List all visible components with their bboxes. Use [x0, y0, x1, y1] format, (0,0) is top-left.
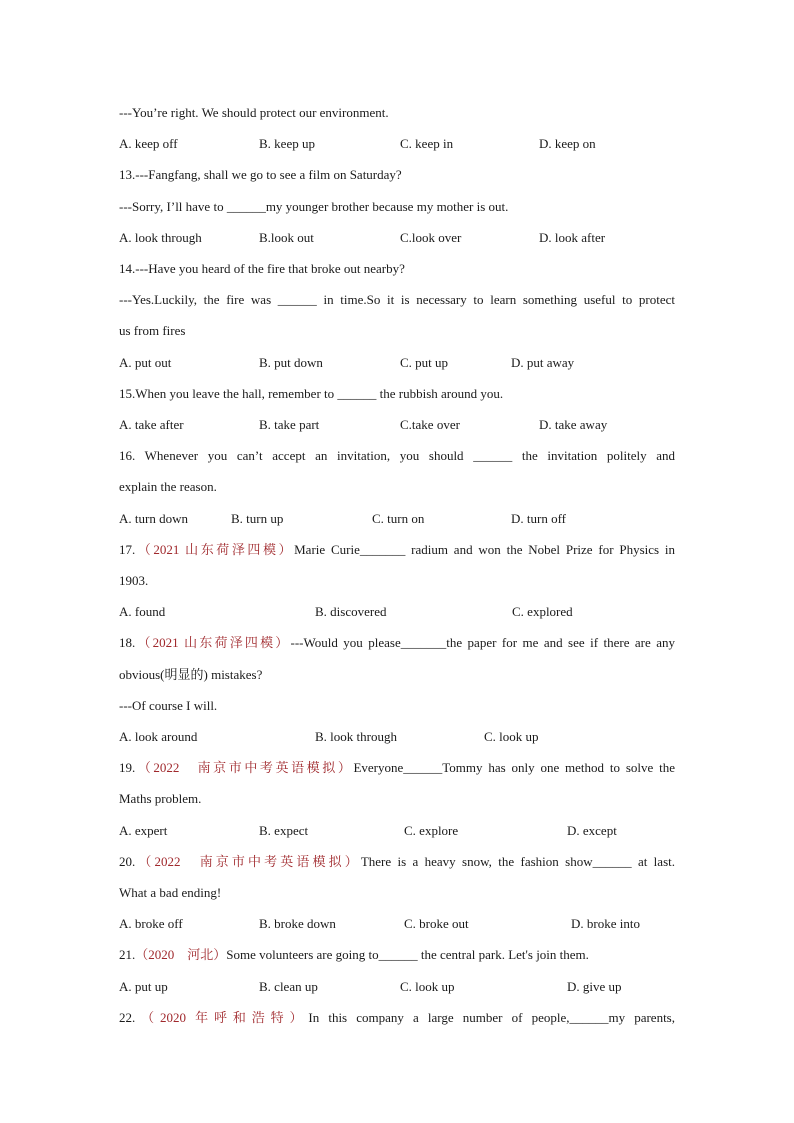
exam-source: （2020 河北） — [135, 947, 227, 963]
answer-option: A. look through — [119, 229, 202, 245]
answer-option: A. look around — [119, 729, 198, 744]
answer-option: C. explored — [512, 604, 573, 620]
question-line — [119, 946, 675, 964]
answer-option: D. give up — [567, 978, 622, 994]
line-text: Everyone______Tommy has only one method to solve the — [353, 760, 675, 776]
answer-option: A. put up — [119, 978, 168, 994]
answer-option: D. keep on — [539, 136, 596, 152]
exam-source: （2022 南京市中考英语模拟） — [135, 853, 361, 869]
text-line — [119, 447, 675, 465]
answer-option: B. look through — [315, 729, 397, 744]
question-number: 22. — [119, 1009, 136, 1025]
question-number: 19. — [119, 760, 136, 776]
line-text: What a bad ending! — [119, 885, 222, 900]
answer-option: C. keep in — [400, 136, 454, 152]
answer-option: B. take part — [259, 417, 320, 432]
answer-option: D. turn off — [511, 510, 567, 526]
text-line — [119, 790, 675, 808]
line-text: ---Of course I will. — [119, 697, 218, 713]
exam-source: （2021 山东荷泽四模） — [135, 635, 291, 651]
line-text: explain the reason. — [119, 479, 217, 495]
line-text: ---You’re right. We should protect our environment. — [119, 105, 389, 120]
answer-option: B.look out — [259, 229, 314, 245]
line-text: ---Would you please_______the paper for me and see if there are any — [290, 635, 675, 651]
line-text: us from fires — [119, 323, 186, 339]
question-line — [119, 541, 675, 559]
answer-option: C. put up — [400, 354, 449, 370]
answer-option: D. take away — [539, 417, 608, 432]
answer-option: C. look up — [400, 978, 455, 994]
answer-option: C. turn on — [372, 510, 425, 526]
text-line — [119, 322, 675, 340]
answer-option: A. keep off — [119, 136, 178, 152]
line-text: There is a heavy snow, the fashion show______ at last. — [360, 853, 675, 869]
question-line — [119, 634, 675, 652]
answer-option: C. explore — [404, 822, 459, 838]
question-line — [119, 853, 675, 871]
line-text: 15.When you leave the hall, remember to ______ the rubbish around you. — [119, 385, 504, 401]
answer-option: A. broke off — [119, 916, 183, 932]
answer-option: D. look after — [539, 229, 606, 245]
text-line — [119, 385, 675, 403]
answer-option: B. broke down — [259, 916, 336, 932]
exam-source: （2020 年呼和浩特） — [135, 1009, 309, 1025]
answer-option: A. found — [119, 604, 166, 620]
question-number: 21. — [119, 947, 136, 963]
line-text: In this company a large number of people,______my parents, — [308, 1009, 675, 1025]
answer-option: B. discovered — [315, 604, 387, 620]
question-number: 18. — [119, 635, 136, 651]
answer-option: B. turn up — [231, 510, 284, 526]
text-line — [119, 260, 675, 278]
answer-option: D. put away — [511, 354, 575, 370]
answer-option: C. broke out — [404, 916, 469, 932]
question-number: 17. — [119, 541, 136, 557]
answer-option: A. turn down — [119, 510, 188, 526]
line-text: Some volunteers are going to______ the central park. Let's join them. — [226, 947, 589, 963]
line-text: 14.---Have you heard of the fire that broke out nearby? — [119, 261, 405, 276]
answer-option: A. take after — [119, 417, 184, 432]
line-text: ---Sorry, I’ll have to ______my younger brother because my mother is out. — [119, 198, 509, 214]
line-text: Marie Curie_______ radium and won the Nobel Prize for Physics in — [294, 541, 676, 557]
text-line — [119, 697, 675, 715]
question-line — [119, 1009, 675, 1027]
line-text: 13.---Fangfang, shall we go to see a film on Saturday? — [119, 167, 402, 183]
line-text: Maths problem. — [119, 791, 202, 807]
exam-source: （2022 南京市中考英语模拟） — [135, 760, 354, 776]
question-number: 20. — [119, 853, 136, 869]
question-line — [119, 759, 675, 777]
text-line — [119, 166, 675, 184]
line-text: obvious(明显的) mistakes? — [119, 666, 263, 682]
line-text: 1903. — [119, 573, 149, 588]
text-line — [119, 198, 675, 216]
text-line — [119, 666, 675, 684]
exam-source: （2021 山东荷泽四模） — [135, 541, 295, 557]
answer-option: B. clean up — [259, 978, 318, 994]
answer-option: A. put out — [119, 354, 172, 370]
text-line — [119, 572, 675, 590]
answer-option: B. keep up — [259, 136, 315, 152]
answer-option: C.take over — [400, 417, 460, 432]
answer-option: D. broke into — [571, 916, 640, 932]
line-text: 16. Whenever you can’t accept an invitation, you should ______ the invitation politely and — [119, 448, 675, 464]
text-line — [119, 104, 675, 122]
answer-option: C. look up — [484, 729, 539, 744]
answer-option: B. expect — [259, 822, 309, 838]
answer-option: C.look over — [400, 229, 462, 245]
answer-option: A. expert — [119, 822, 168, 838]
text-line — [119, 478, 675, 496]
line-text: ---Yes.Luckily, the fire was ______ in time.So it is necessary to learn something useful to protect — [119, 292, 675, 308]
text-line — [119, 291, 675, 309]
answer-option: B. put down — [259, 354, 323, 370]
answer-option: D. except — [567, 822, 617, 838]
text-line — [119, 884, 675, 902]
